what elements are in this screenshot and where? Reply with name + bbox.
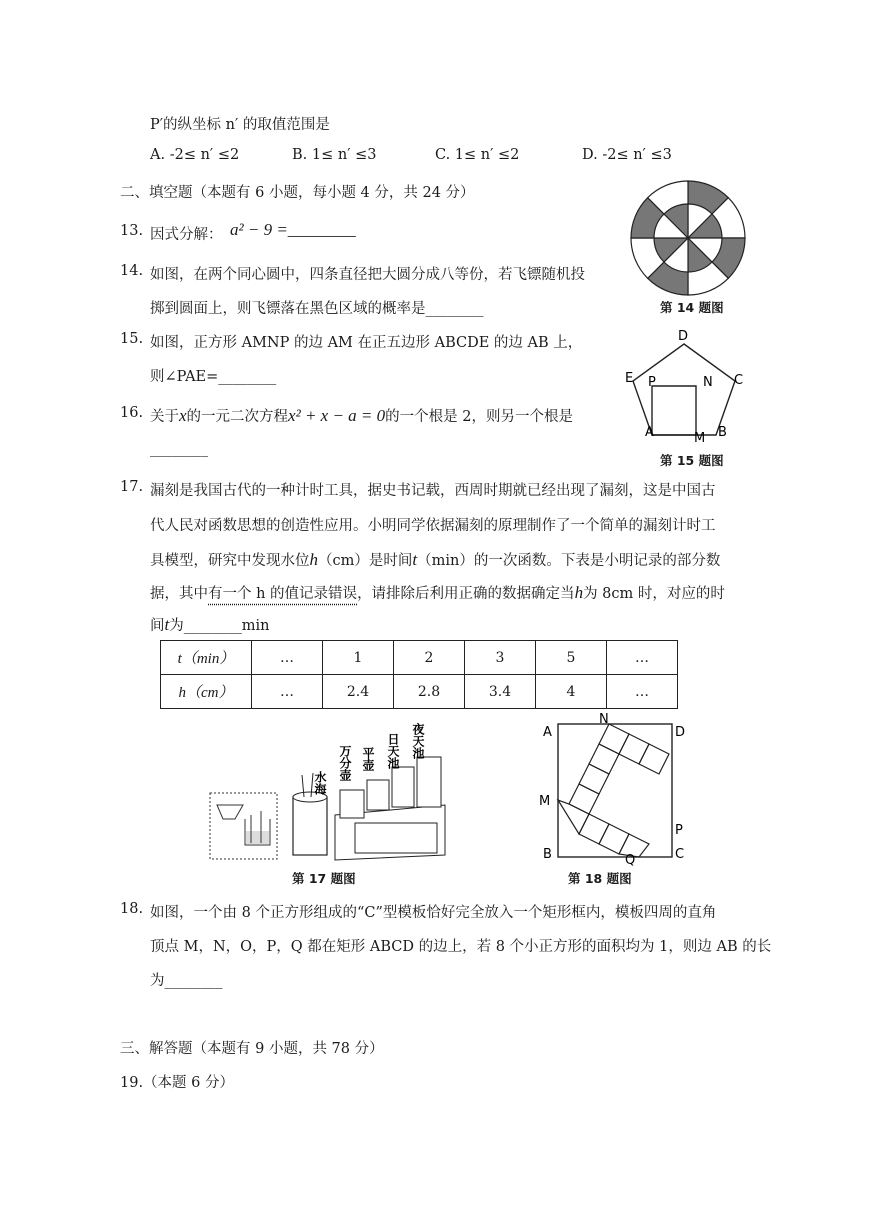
q16-text-c: 的一个根是 2，则另一个根是	[385, 409, 573, 425]
fig14-dartboard	[628, 178, 748, 318]
table-cell: …	[607, 675, 678, 709]
fig18-caption: 第 18 题图	[568, 871, 632, 886]
q17-line4-a: 据，其中	[150, 586, 208, 602]
q12-option-c: C. 1≤ n′ ≤2	[435, 147, 520, 163]
fig15-label-p: P	[648, 375, 656, 390]
q17-line4-dotted: 有一个 h 的值记录错误	[208, 586, 358, 602]
section3-title: 三、解答题（本题有 9 小题，共 78 分）	[120, 1041, 384, 1057]
q16-text-b: 的一元二次方程	[186, 409, 289, 425]
fig18-label-n: N	[599, 712, 609, 727]
fig18-label-m: M	[539, 794, 551, 809]
q19-heading: 19.（本题 6 分）	[120, 1075, 235, 1091]
fig17-label-yetianchi: 夜天池	[411, 723, 425, 759]
table-cell: 2.4	[323, 675, 394, 709]
section2-title: 二、填空题（本题有 6 小题，每小题 4 分，共 24 分）	[120, 185, 475, 201]
q17-line5-a: 间	[150, 618, 165, 634]
q17-number: 17.	[120, 479, 144, 495]
fig18-label-b: B	[543, 847, 552, 862]
q13-text: 因式分解：	[150, 227, 223, 243]
fig15-label-a: A	[645, 425, 654, 440]
table-header-h: h（cm）	[161, 675, 252, 709]
fig15-label-c: C	[734, 373, 744, 388]
q12-option-b: B. 1≤ n′ ≤3	[292, 147, 377, 163]
q14-line2: 掷到圆面上，则飞镖落在黑色区域的概率是________	[150, 301, 484, 317]
q16-line2: ________	[150, 441, 208, 457]
q12-option-a: A. -2≤ n′ ≤2	[150, 147, 240, 163]
table-cell: 4	[536, 675, 607, 709]
table-row	[161, 675, 678, 709]
q16-var-x: x	[179, 406, 187, 425]
q17-var-h: h	[309, 550, 318, 569]
table-cell: 1	[323, 641, 394, 675]
fig14-caption: 第 14 题图	[660, 300, 724, 315]
table-cell: …	[252, 641, 323, 675]
fig18-label-q: Q	[625, 853, 636, 867]
fig17-label-pinghu: 平壶	[361, 747, 375, 771]
fig15-label-n: N	[703, 375, 713, 390]
table-cell: 2	[394, 641, 465, 675]
fig18-label-c: C	[675, 847, 685, 862]
q18-line2: 顶点 M，N，O，P，Q 都在矩形 ABCD 的边上，若 8 个小正方形的面积均为 1，则边 AB 的长	[150, 939, 772, 955]
q15-number: 15.	[120, 331, 144, 347]
fig17-label-wanfenhu: 万分壶	[338, 745, 352, 781]
fig17-caption: 第 17 题图	[292, 871, 356, 886]
q12-option-d: D. -2≤ n′ ≤3	[582, 147, 672, 163]
fig18-c-template	[530, 712, 695, 867]
q17-var-t: t	[412, 550, 418, 569]
fig15-label-d: D	[678, 329, 689, 344]
q17-var-t-2: t	[164, 615, 170, 634]
q17-line2: 代人民对函数思想的创造性应用。小明同学依据漏刻的原理制作了一个简单的漏刻计时工	[150, 518, 716, 534]
q17-line4-b: ，请排除后利用正确的数据确定当	[357, 586, 575, 602]
q16-equation: x² + x − a = 0	[288, 406, 386, 425]
q16-number: 16.	[120, 405, 144, 421]
q18-number: 18.	[120, 901, 144, 917]
q17-line3-b: （cm）是时间	[318, 553, 413, 569]
fig17-label-shuihai: 水海	[313, 771, 327, 795]
table-row	[161, 641, 678, 675]
fig17-label-ritianchi: 日天池	[386, 733, 400, 769]
q18-line3: 为________	[150, 973, 223, 989]
table-cell: 3.4	[465, 675, 536, 709]
q16-text-a: 关于	[150, 409, 179, 425]
q14-number: 14.	[120, 263, 144, 279]
q17-data-table	[160, 640, 678, 709]
table-cell: 5	[536, 641, 607, 675]
fig15-label-b: B	[718, 425, 727, 440]
q15-line2: 则∠PAE=________	[150, 369, 277, 385]
table-cell: 2.8	[394, 675, 465, 709]
table-cell: …	[607, 641, 678, 675]
q17-line3-a: 具模型，研究中发现水位	[150, 553, 310, 569]
fig15-caption: 第 15 题图	[660, 453, 724, 468]
q17-line3-c: （min）的一次函数。下表是小明记录的部分数	[417, 553, 721, 569]
q17-line1: 漏刻是我国古代的一种计时工具，据史书记载，西周时期就已经出现了漏刻，这是中国古	[150, 483, 716, 499]
table-cell: …	[252, 675, 323, 709]
q17-line4-c: 为 8cm 时，对应的时	[583, 586, 725, 602]
fig15-pentagon	[618, 326, 753, 446]
fig18-label-p: P	[675, 823, 683, 838]
fig18-label-d: D	[675, 725, 686, 740]
table-cell: 3	[465, 641, 536, 675]
fig15-label-e: E	[625, 371, 634, 386]
q17-var-h-2: h	[574, 583, 584, 602]
q12-range-line: P′的纵坐标 n′ 的取值范围是	[150, 117, 330, 133]
q17-line5-b: 为________min	[169, 618, 270, 634]
q13-expression: a² − 9 =________	[230, 220, 356, 239]
fig15-label-m: M	[694, 431, 706, 446]
q18-line1: 如图，一个由 8 个正方形组成的“C”型模板恰好完全放入一个矩形框内，模板四周的直角	[150, 905, 717, 921]
q14-line1: 如图，在两个同心圆中，四条直径把大圆分成八等份，若飞镖随机投	[150, 267, 585, 283]
q13-number: 13.	[120, 223, 144, 239]
fig18-label-a: A	[543, 725, 552, 740]
fig17-water-clock	[205, 715, 465, 865]
q15-line1: 如图，正方形 AMNP 的边 AM 在正五边形 ABCDE 的边 AB 上，	[150, 335, 583, 351]
table-header-t: t（min）	[161, 641, 252, 675]
